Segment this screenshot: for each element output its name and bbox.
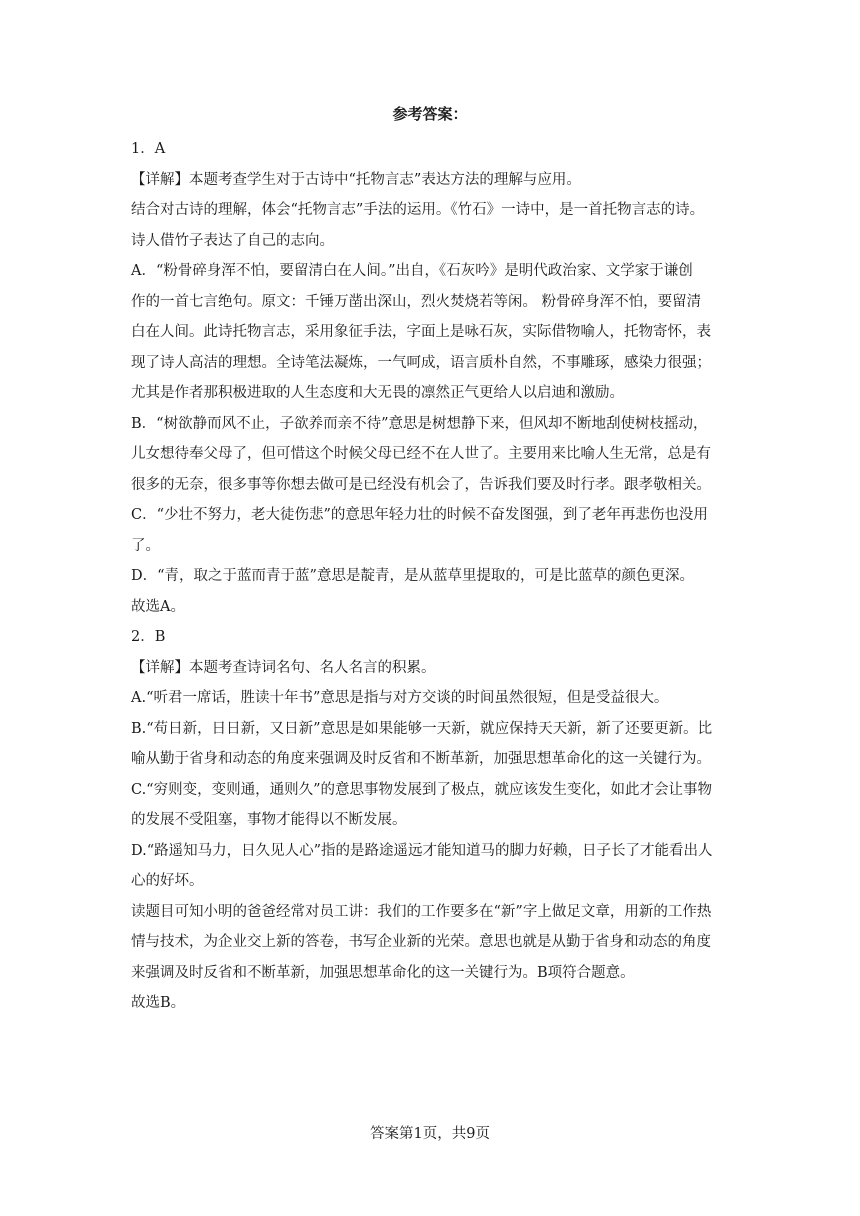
text-line: 喻从勤于省身和动态的角度来强调及时反省和不断革新，加强思想革命化的这一关键行为。 [131,751,711,767]
text-line: 【详解】本题考查诗词名句、名人名言的积累。 [131,659,436,676]
text-line: 现了诗人高洁的理想。全诗笔法凝炼，一气呵成，语言质朴自然，不事雕琢，感染力很强； [131,354,711,371]
text-line: 【详解】本题考查学生对于古诗中“托物言志”表达方法的理解与应用。 [131,171,581,188]
text-line: 诗人借竹子表达了自己的志向。 [131,232,334,249]
text-line: 故选A。 [131,598,185,615]
text-line: A．“粉骨碎身浑不怕，要留清白在人间。”出自，《石灰吟》是明代政治家、文学家于谦创 [131,263,693,279]
text-line: D.“路遥知马力，日久见人心”指的是路途遥远才能知道马的脚力好赖，日子长了才能看出人 [131,842,713,859]
text-line: 2．B [131,629,166,645]
text-line: 作的一首七言绝句。原文：千锤万凿出深山，烈火焚烧若等闲。 粉骨碎身浑不怕，要留清 [131,293,702,310]
text-line: B．“树欲静而风不止，子欲养而亲不待”意思是树想静下来，但风却不断地刮使树枝摇动， [131,415,708,432]
text-line: 结合对古诗的理解，体会“托物言志”手法的运用。《竹石》一诗中，是一首托物言志的诗。 [131,202,705,218]
text-line: 尤其是作者那积极进取的人生态度和大无畏的凛然正气更给人以启迪和激励。 [131,385,624,401]
text-line: 来强调及时反省和不断革新，加强思想革命化的这一关键行为。B项符合题意。 [131,964,635,981]
text-line: 很多的无奈，很多事等你想去做可是已经没有机会了，告诉我们要及时行孝。跟孝敬相关。 [131,476,711,493]
text-line: 了。 [131,537,160,554]
text-line: 1．A [131,141,166,157]
text-line: C.“穷则变，变则通，通则久”的意思事物发展到了极点，就应该发生变化，如此才会让事物 [131,781,713,798]
answer-body [131,134,731,1019]
text-line: C．“少壮不努力，老大徒伤悲”的意思年轻力壮的时候不奋发图强，到了老年再悲伤也没用 [131,507,708,523]
page-title: 参考答案： [392,105,468,123]
text-line: 白在人间。此诗托物言志，采用象征手法，字面上是咏石灰，实际借物喻人，托物寄怀，表 [131,324,711,340]
text-line: 心的好坏。 [131,873,204,889]
text-line: 故选B。 [131,995,186,1011]
text-line: B.“苟日新，日日新，又日新”意思是如果能够一天新，就应保持天天新，新了还要更新。比 [131,720,713,737]
text-line: 读题目可知小明的爸爸经常对员工讲：我们的工作要多在“新”字上做足文章，用新的工作热 [131,903,712,920]
text-line: D．“青，取之于蓝而青于蓝”意思是靛青，是从蓝草里提取的，可是比蓝草的颜色更深。 [131,568,694,584]
text-line: A.“听君一席话，胜读十年书”意思是指与对方交谈的时间虽然很短，但是受益很大。 [131,690,669,706]
text-line: 的发展不受阻塞，事物才能得以不断发展。 [131,812,407,828]
page-footer: 答案第1页，共9页 [370,1126,490,1142]
text-line: 情与技术，为企业交上新的答卷，书写企业新的光荣。意思也就是从勤于省身和动态的角度 [131,934,711,950]
text-line: 儿女想待奉父母了，但可惜这个时候父母已经不在人世了。主要用来比喻人生无常，总是有 [131,446,711,462]
